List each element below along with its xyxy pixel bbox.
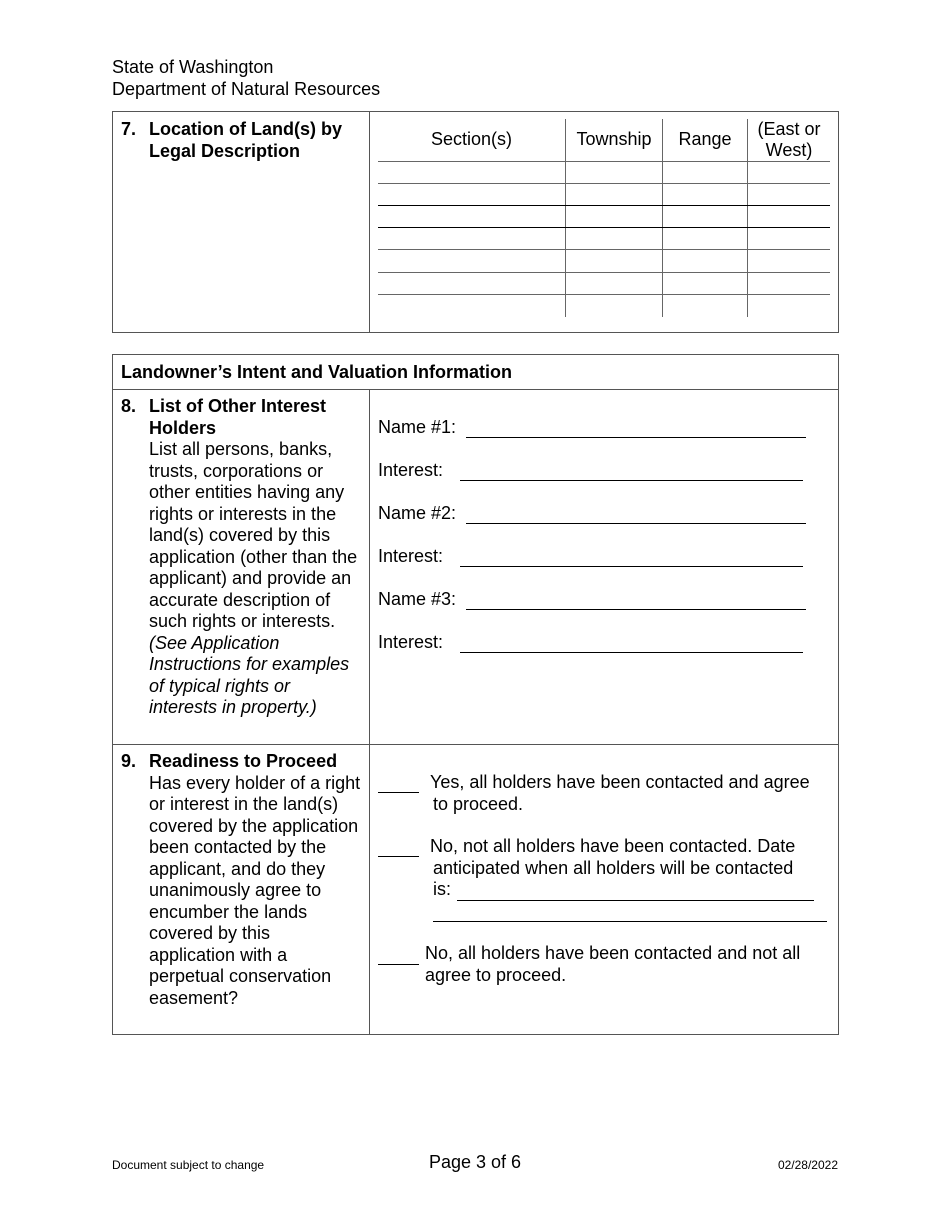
option-yes-line1: Yes, all holders have been contacted and agree	[430, 772, 810, 792]
agency-state: State of Washington	[112, 57, 274, 77]
section-8-title: List of Other Interest Holders	[149, 396, 327, 438]
table-row[interactable]	[378, 183, 830, 184]
name-2-input[interactable]	[466, 523, 806, 524]
document-header	[112, 56, 380, 100]
section-7-box	[112, 111, 839, 333]
row-divider	[113, 744, 838, 745]
interest-1-input[interactable]	[460, 480, 803, 481]
option-not-all-line2: anticipated when all holders will be contacted	[433, 857, 794, 878]
table-row[interactable]	[378, 249, 830, 250]
section-8-note: (See Application Instructions for examples of typical rights or interests in property.)	[149, 632, 350, 717]
option-not-all-contacted-text	[430, 836, 795, 901]
name-1-input[interactable]	[466, 437, 806, 438]
grid-row-line	[378, 161, 830, 162]
page-number: Page 3 of 6	[428, 1152, 522, 1172]
landowner-intent-box	[112, 354, 839, 1035]
table-row[interactable]	[378, 272, 830, 273]
section-7-title-line1: Location of Land(s) by	[149, 119, 342, 139]
column-header-sections: Section(s)	[430, 129, 513, 149]
option-not-agree-line1: No, all holders have been contacted and not all	[425, 943, 801, 963]
option-not-agree-line2: agree to proceed.	[425, 964, 567, 985]
option-not-all-line1: No, not all holders have been contacted. Date	[430, 836, 796, 856]
option-not-agree-checkbox-line[interactable]	[378, 964, 419, 965]
grid-col-line	[747, 119, 748, 317]
section-7-title	[149, 119, 363, 162]
footer-date: 02/28/2022	[777, 1158, 838, 1172]
name-3-input[interactable]	[466, 609, 806, 610]
column-header-township: Township	[576, 129, 652, 149]
interest-2-label: Interest:	[378, 546, 444, 566]
table-row[interactable]	[378, 294, 830, 295]
section-8-description: List all persons, banks, trusts, corporations or other entities having any rights or interests in the land(s) covered by this application (other than the applicant) and provide an accurate description of such rights or interests.	[149, 439, 358, 631]
section-8-text	[149, 396, 363, 719]
option-not-all-contacted-checkbox-line[interactable]	[378, 856, 419, 857]
heading-divider	[113, 389, 838, 390]
section-9-description: Has every holder of a right or interest in the land(s) covered by the application been contacted by the applicant, and do they unanimously agree to encumber the lands covered by this application with a perpetual conservation easement?	[149, 772, 361, 1008]
section-9-title: Readiness to Proceed	[149, 751, 338, 771]
column-header-range: Range	[678, 129, 732, 149]
footer-disclaimer: Document subject to change	[112, 1158, 265, 1172]
option-yes-checkbox-line[interactable]	[378, 792, 419, 793]
name-2-label: Name #2:	[378, 503, 457, 523]
option-not-all-line3: is:	[433, 879, 451, 899]
grid-col-line	[565, 119, 566, 317]
section-heading: Landowner’s Intent and Valuation Information	[121, 362, 513, 382]
section-7-number: 7.	[121, 119, 137, 139]
interest-3-label: Interest:	[378, 632, 444, 652]
interest-3-input[interactable]	[460, 652, 803, 653]
column-divider	[369, 389, 370, 1034]
column-divider	[369, 112, 370, 332]
section-7-title-line2: Legal Description	[149, 140, 301, 161]
option-yes-line2: to proceed.	[433, 793, 524, 814]
interest-2-input[interactable]	[460, 566, 803, 567]
grid-col-line	[662, 119, 663, 317]
option-not-agree-text	[425, 943, 800, 986]
name-1-label: Name #1:	[378, 417, 457, 437]
interest-1-label: Interest:	[378, 460, 444, 480]
option-yes-text	[430, 772, 810, 815]
date-anticipated-input-continued[interactable]	[433, 921, 827, 922]
date-anticipated-input[interactable]	[457, 900, 814, 901]
section-9-number: 9.	[121, 751, 137, 771]
agency-department: Department of Natural Resources	[112, 79, 381, 99]
table-row[interactable]	[378, 227, 830, 228]
section-8-number: 8.	[121, 396, 137, 416]
column-header-east-west: (East or West)	[757, 119, 821, 160]
table-row[interactable]	[378, 205, 830, 206]
name-3-label: Name #3:	[378, 589, 457, 609]
section-9-text	[149, 751, 361, 1009]
